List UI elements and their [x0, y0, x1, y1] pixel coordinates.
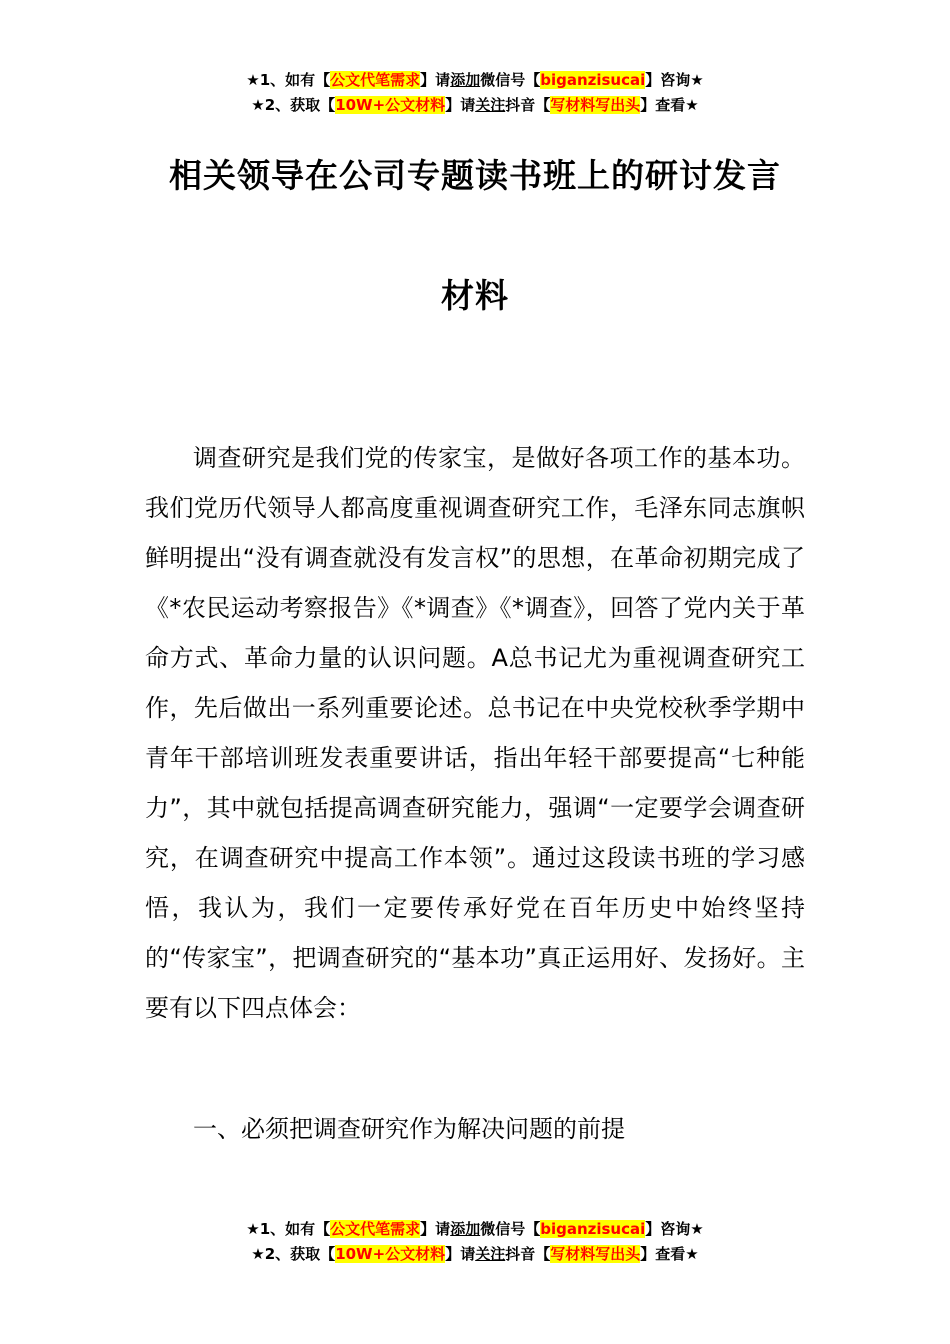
banner-text: 】请	[420, 1220, 451, 1238]
banner-emphasis: 关注	[475, 96, 506, 114]
banner-highlight: 公文代笔需求	[330, 1220, 421, 1238]
document-title-line-1: 相关领导在公司专题读书班上的研讨发言	[169, 156, 781, 195]
banner-text: 】请	[445, 1245, 476, 1263]
banner-text: ★2、获取【	[251, 1245, 336, 1263]
banner-highlight: 10W+公文材料	[335, 96, 446, 114]
banner-line-1	[0, 1217, 950, 1242]
banner-line-2	[0, 93, 950, 118]
banner-text: 】咨询★	[645, 1220, 704, 1238]
banner-text: 微信号【	[480, 71, 541, 89]
banner-text: ★2、获取【	[251, 96, 336, 114]
banner-highlight: 写材料写出头	[550, 1245, 641, 1263]
document-title-line-2: 材料	[441, 276, 509, 315]
banner-highlight: 公文代笔需求	[330, 71, 421, 89]
header-banner	[0, 68, 950, 118]
banner-emphasis: 关注	[475, 1245, 506, 1263]
banner-highlight: biganzisucai	[540, 1220, 646, 1238]
banner-text: 】请	[445, 96, 476, 114]
footer-banner	[0, 1217, 950, 1267]
banner-text: ★1、如有【	[246, 71, 331, 89]
banner-text: 】查看★	[640, 96, 699, 114]
banner-highlight: biganzisucai	[540, 71, 646, 89]
banner-text: 】查看★	[640, 1245, 699, 1263]
banner-emphasis: 添加	[450, 1220, 481, 1238]
body-paragraph: 调查研究是我们党的传家宝，是做好各项工作的基本功。我们党历代领导人都高度重视调查研究工作，毛泽东同志旗帜鲜明提出“没有调查就没有发言权”的思想，在革命初期完成了《*农民运动考察报告》《*调查》《*调查》，回答了党内关于革命方式、革命力量的认识问题。A总书记尤为重视调查研究工作，先后做出一系列重要论述。总书记在中央党校秋季学期中青年干部培训班发表重要讲话，指出年轻干部要提高“七种能力”，其中就包括提高调查研究能力，强调“一定要学会调查研究，在调查研究中提高工作本领”。通过这段读书班的学习感悟，我认为，我们一定要传承好党在百年历史中始终坚持的“传家宝”，把调查研究的“基本功”真正运用好、发扬好。主要有以下四点体会：	[145, 444, 805, 1022]
section-heading: 一、必须把调查研究作为解决问题的前提	[193, 1115, 625, 1143]
banner-text: 抖音【	[505, 1245, 551, 1263]
banner-text: 】咨询★	[645, 71, 704, 89]
banner-emphasis: 添加	[450, 71, 481, 89]
banner-line-2	[0, 1242, 950, 1267]
banner-text: ★1、如有【	[246, 1220, 331, 1238]
banner-text: 微信号【	[480, 1220, 541, 1238]
banner-highlight: 10W+公文材料	[335, 1245, 446, 1263]
banner-highlight: 写材料写出头	[550, 96, 641, 114]
banner-line-1	[0, 68, 950, 93]
banner-text: 抖音【	[505, 96, 551, 114]
banner-text: 】请	[420, 71, 451, 89]
